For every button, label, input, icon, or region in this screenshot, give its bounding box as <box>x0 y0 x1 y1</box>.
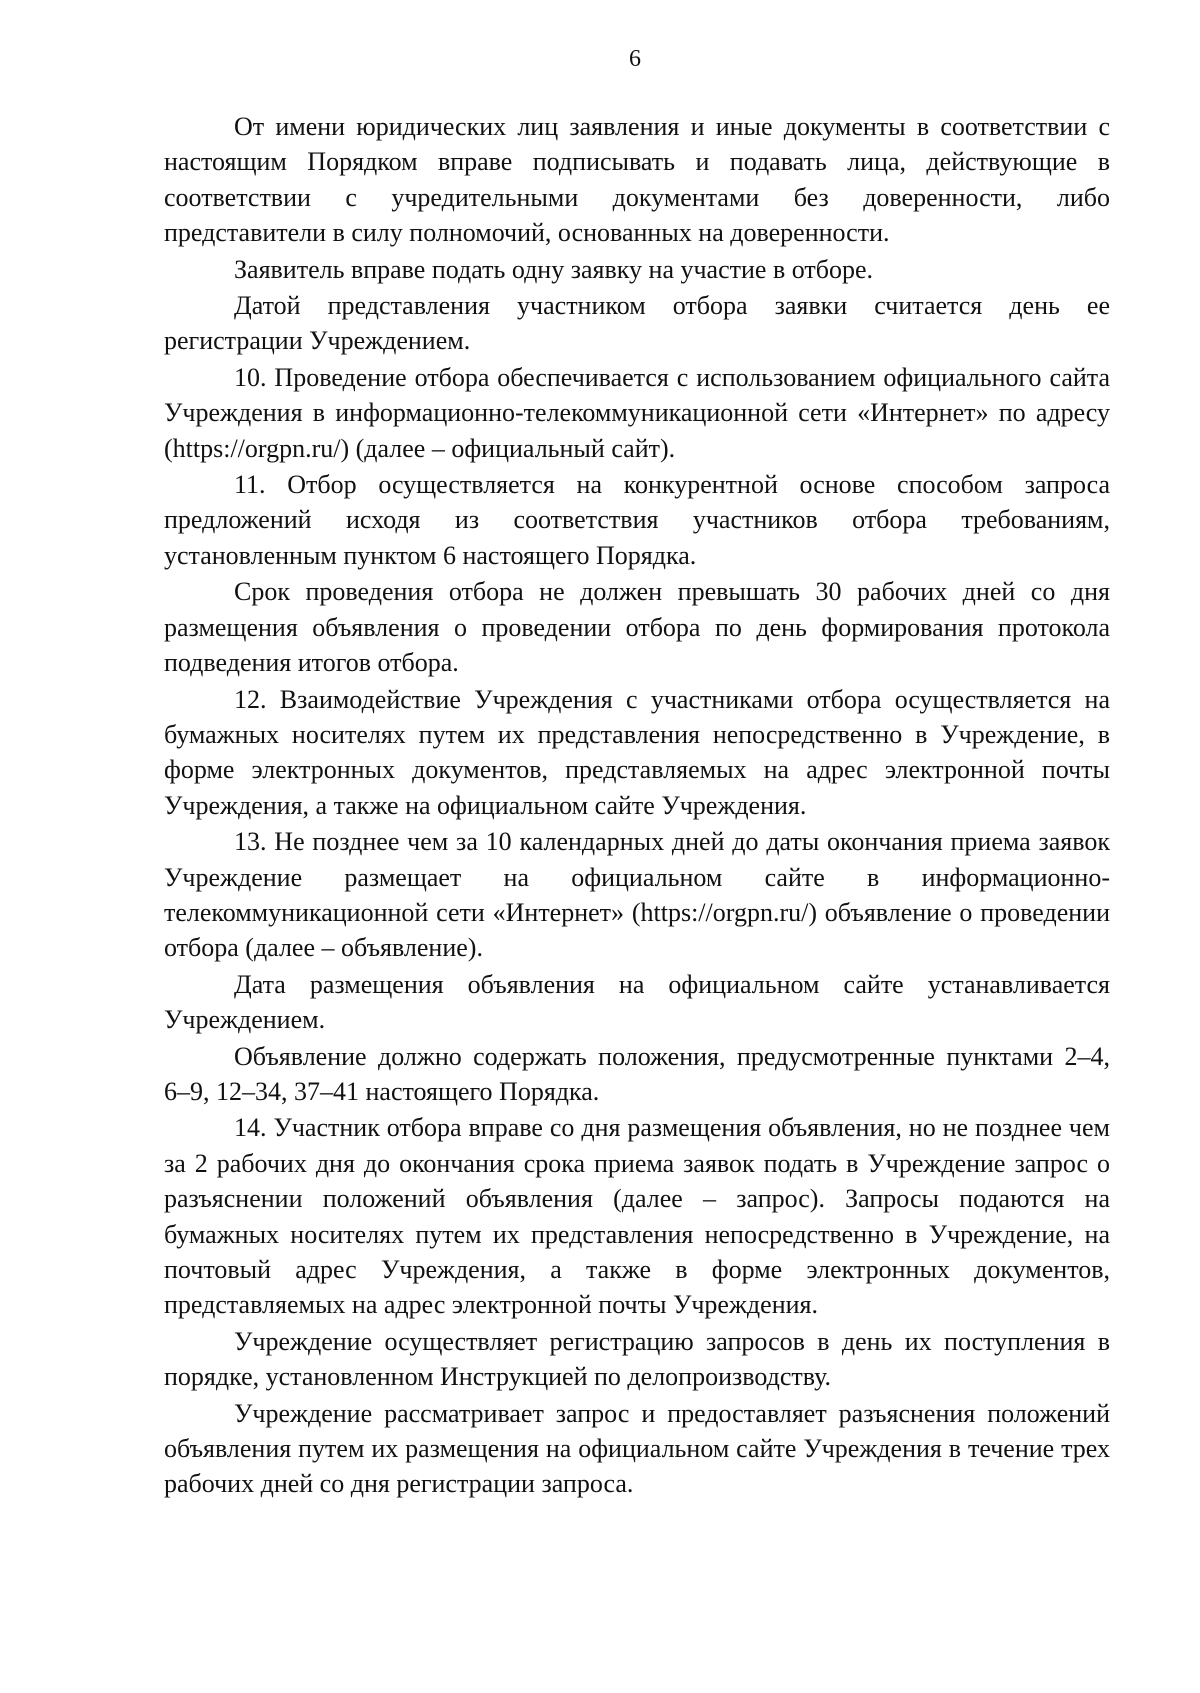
document-body <box>164 109 1110 1502</box>
paragraph: Дата размещения объявления на официальном сайте устанавливается Учреждением. <box>164 969 1110 1035</box>
paragraph: Датой представления участником отбора заявки считается день ее регистрации Учреждением. <box>164 291 1110 356</box>
paragraph: Учреждение рассматривает запрос и предоставляет разъяснения положений объявления путем их размещения на официальном сайте Учреждения в течение трех рабочих дней со дня регистрации запроса. <box>164 1398 1110 1499</box>
paragraph-clause-12: 12. Взаимодействие Учреждения с участниками отбора осуществляется на бумажных носителях путем их представления непосредственно в Учреждение, в форме электронных документов, представляемых на адрес электронной почты Учреждения, а также на официальном сайте Учреждения. <box>164 684 1110 820</box>
paragraph: От имени юридических лиц заявления и иные документы в соответствии с настоящим Порядком вправе подписывать и подавать лица, действующие в соответствии с учредительными документами без доверенности, либо представители в силу полномочий, основанных на доверенности. <box>164 112 1110 248</box>
paragraph-clause-11: 11. Отбор осуществляется на конкурентной основе способом запроса предложений исходя из соответствия участников отбора требованиям, установленным пунктом 6 настоящего Порядка. <box>164 470 1110 570</box>
paragraph-clause-10: 10. Проведение отбора обеспечивается с использованием официального сайта Учреждения в информационно-телекоммуникационной сети «Интернет» по адресу (https://orgpn.ru/) (далее – официальный сайт). <box>164 362 1110 463</box>
paragraph: Срок проведения отбора не должен превышать 30 рабочих дней со дня размещения объявления о проведении отбора по день формирования протокола подведения итогов отбора. <box>164 577 1110 678</box>
paragraph-clause-14: 14. Участник отбора вправе со дня размещения объявления, но не позднее чем за 2 рабочих дня до окончания срока приема заявок подать в Учреждение запрос о разъяснении положений объявления (далее – запрос). Запросы подаются на бумажных носителях путем их представления непосредственно в Учреждение, на почтовый адрес Учреждения, а также в форме электронных документов, представляемых на адрес электронной почты Учреждения. <box>164 1113 1110 1320</box>
paragraph-clause-13: 13. Не позднее чем за 10 календарных дней до даты окончания приема заявок Учреждение размещает на официальном сайте в информационно-телекоммуникационной сети «Интернет» (https://orgpn.ru/) объявление о проведении отбора (далее – объявление). <box>164 827 1110 963</box>
paragraph: Учреждение осуществляет регистрацию запросов в день их поступления в порядке, установленном Инструкцией по делопроизводству. <box>164 1326 1110 1392</box>
paragraph: Объявление должно содержать положения, предусмотренные пунктами 2–4, 6–9, 12–34, 37–41 настоящего Порядка. <box>164 1041 1110 1106</box>
paragraph: Заявитель вправе подать одну заявку на участие в отборе. <box>234 254 874 284</box>
page-number: 6 <box>629 46 641 72</box>
